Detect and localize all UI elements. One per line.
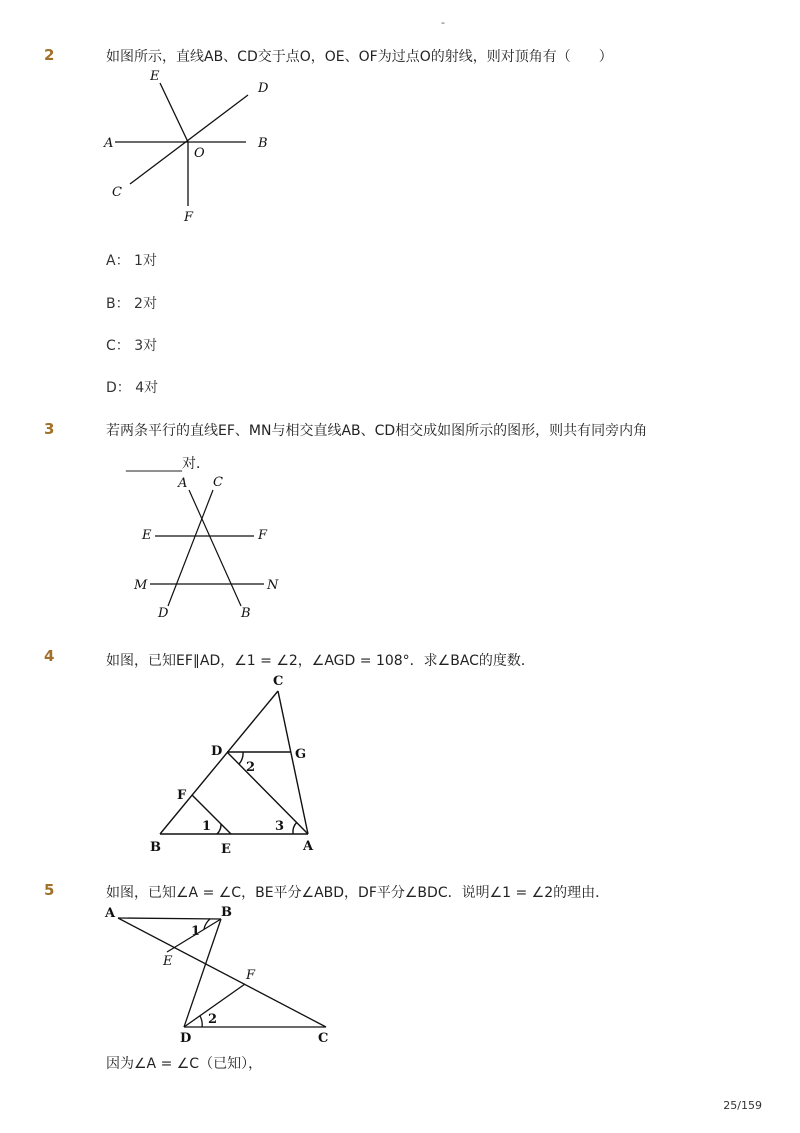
angle-arc-2 xyxy=(239,752,243,764)
option-c[interactable]: C： 3对 xyxy=(106,338,158,354)
label-c: C xyxy=(112,185,122,200)
label-g: G xyxy=(295,747,307,762)
answer-start: 因为∠A = ∠C（已知）， xyxy=(106,1056,263,1072)
label-a: A xyxy=(104,136,114,151)
label-angle-2: 2 xyxy=(208,1012,218,1027)
label-d: D xyxy=(258,81,269,96)
line-cd xyxy=(168,490,213,606)
label-o: O xyxy=(194,146,205,161)
label-e: E xyxy=(163,954,173,969)
question-text: 如图，已知EF∥AD，∠1 = ∠2，∠AGD = 108°．求∠BAC的度数． xyxy=(106,653,535,669)
ray-oe xyxy=(160,83,188,142)
option-a[interactable]: A： 1对 xyxy=(106,253,157,269)
label-f: F xyxy=(258,528,268,543)
figure-q3 xyxy=(130,472,290,622)
question-number: 2 xyxy=(44,46,55,64)
segment-ab xyxy=(118,918,221,919)
question-number: 4 xyxy=(44,647,55,665)
label-e: E xyxy=(150,69,160,84)
angle-arc-2 xyxy=(200,1016,202,1027)
label-a: A xyxy=(178,476,188,491)
segment-ac xyxy=(118,918,326,1027)
label-f: F xyxy=(177,788,187,803)
label-angle-2: 2 xyxy=(246,760,256,775)
label-b: B xyxy=(258,136,268,151)
question-number: 5 xyxy=(44,881,55,899)
segment-da xyxy=(227,752,308,834)
figure-q5 xyxy=(100,902,340,1048)
side-ca xyxy=(278,691,308,834)
question-text: 若两条平行的直线EF、MN与相交直线AB、CD相交成如图所示的图形，则共有同旁内角 xyxy=(106,423,648,439)
label-b: B xyxy=(241,606,251,621)
label-angle-1: 1 xyxy=(202,819,212,834)
label-e: E xyxy=(221,842,231,857)
label-n: N xyxy=(267,578,279,593)
question-text: 如图所示，直线AB、CD交于点O，OE、OF为过点O的射线，则对顶角有（ ） xyxy=(106,49,613,65)
question-text-line2: ________对． xyxy=(126,456,210,472)
question-number: 3 xyxy=(44,420,55,438)
label-d: D xyxy=(211,744,223,759)
label-f: F xyxy=(246,968,256,983)
option-d[interactable]: D： 4对 xyxy=(106,380,159,396)
question-text: 如图，已知∠A = ∠C，BE平分∠ABD，DF平分∠BDC．说明∠1 = ∠2的理由． xyxy=(106,885,610,901)
label-e: E xyxy=(142,528,152,543)
label-angle-1: 1 xyxy=(191,924,201,939)
label-d: D xyxy=(158,606,169,621)
line-ab xyxy=(189,490,241,606)
label-c: C xyxy=(213,475,223,490)
label-b: B xyxy=(221,905,232,920)
label-d: D xyxy=(180,1031,192,1046)
header-mark: - xyxy=(441,16,445,29)
label-b: B xyxy=(150,840,161,855)
page-number: 25/159 xyxy=(723,1099,762,1112)
label-a: A xyxy=(105,906,116,921)
segment-bd xyxy=(184,919,221,1027)
segment-fe xyxy=(192,795,231,834)
option-b[interactable]: B： 2对 xyxy=(106,296,157,312)
label-m: M xyxy=(134,578,148,593)
label-f: F xyxy=(184,210,194,225)
figure-q4 xyxy=(145,670,325,860)
label-angle-3: 3 xyxy=(275,819,285,834)
label-c: C xyxy=(318,1031,329,1046)
label-a: A xyxy=(303,839,314,854)
line-cd xyxy=(130,95,248,184)
figure-q2 xyxy=(100,68,300,228)
angle-arc-1 xyxy=(217,824,221,834)
label-c: C xyxy=(273,674,284,689)
angle-arc-3 xyxy=(293,822,297,834)
side-bc xyxy=(160,691,278,834)
